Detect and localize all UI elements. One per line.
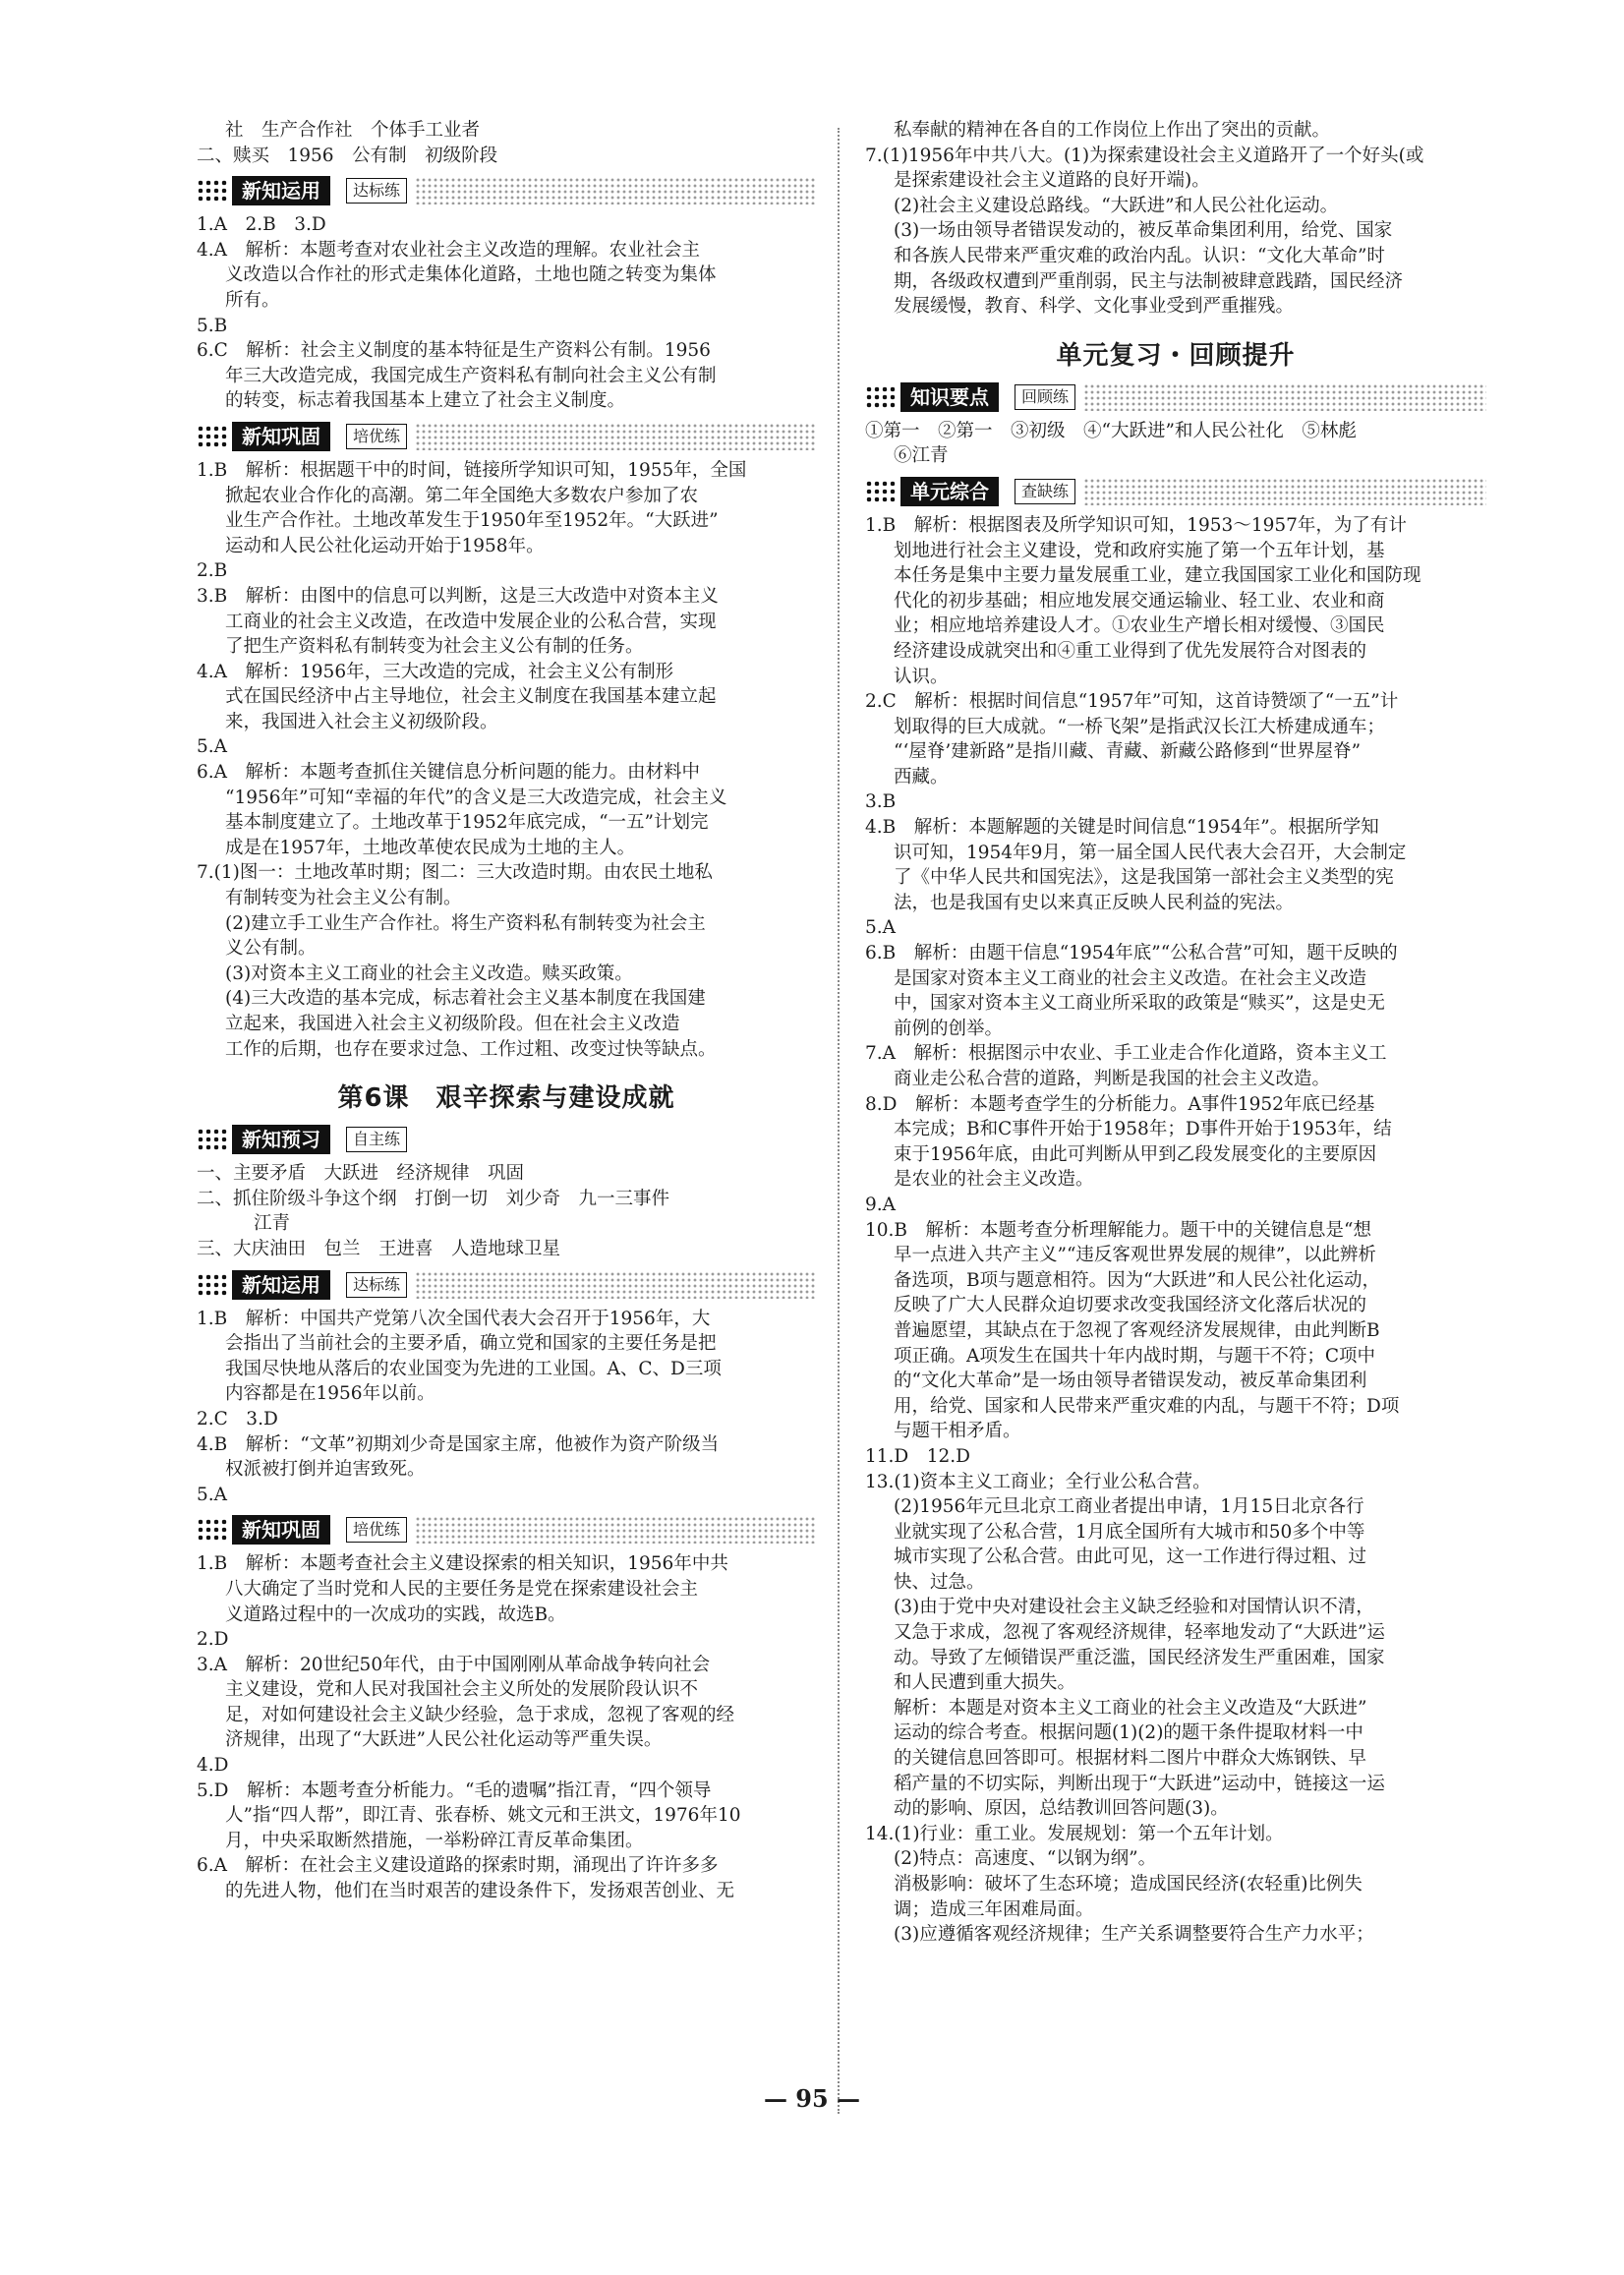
section-banner-zhishi-yaodian (865, 381, 1486, 413)
text-line: 商业走公私合营的道路，判断是我国的社会主义改造。 (894, 1069, 1331, 1089)
answer-block (865, 513, 1486, 1948)
text-line: 14.(1)行业：重工业。发展规划：第一个五年计划。 (865, 1823, 1284, 1844)
text-line: “‘屋脊’建新路”是指川藏、青藏、新藏公路修到“世界屋脊” (894, 741, 1362, 763)
text-line: 快、过急。 (894, 1571, 985, 1593)
text-line: 划取得的巨大成就。“一桥飞架”是指武汉长江大桥建成通车； (894, 716, 1385, 737)
text-line: 前例的创举。 (894, 1018, 1004, 1039)
section-banner-xinzhi-gonggu (197, 421, 816, 452)
banner-tag: 达标练 (346, 1272, 407, 1298)
text-line: 划地进行社会主义建设，党和政府实施了第一个五年计划，基 (894, 540, 1385, 561)
text-line: 与题干相矛盾。 (894, 1421, 1021, 1442)
text-line: 江青 (254, 1213, 291, 1235)
text-line: 7.(1)图一：土地改革时期；图二：三大改造时期。由农民土地私 (197, 862, 713, 884)
text-line: ⑥江青 (894, 445, 949, 467)
text-line: 3.B 解析：由图中的信息可以判断，这是三大改造中对资本主义 (197, 585, 719, 607)
text-line: 二、抓住阶级斗争这个纲 打倒一切 刘少奇 九一三事件 (197, 1188, 670, 1209)
banner-tag: 自主练 (346, 1127, 407, 1152)
text-line: 私奉献的精神在各自的工作岗位上作出了突出的贡献。 (894, 120, 1331, 141)
text-line: 3.B (865, 791, 897, 813)
text-line: 解析：本题是对资本主义工商业的社会主义改造及“大跃进” (894, 1697, 1367, 1719)
text-line: 了把生产资料私有制转变为社会主义公有制的任务。 (225, 636, 644, 658)
text-line: 内容都是在1956年以前。 (225, 1383, 435, 1405)
banner-label: 单元综合 (900, 477, 999, 506)
text-line: 6.C 解析：社会主义制度的基本特征是生产资料公有制。1956 (197, 340, 711, 362)
dot-grid-icon (865, 385, 897, 409)
answer-block (197, 1551, 816, 1903)
answer-block (197, 212, 816, 414)
text-line: 经济建设成就突出和④重工业得到了优先发展符合对图表的 (894, 640, 1367, 662)
text-line: 4.B 解析：本题解题的关键是时间信息“1954年”。根据所学知 (865, 817, 1379, 839)
banner-label: 新知运用 (232, 176, 330, 205)
dot-grid-icon (865, 480, 897, 503)
text-line: 义道路过程中的一次成功的实践，故选B。 (225, 1604, 566, 1625)
text-line: (2)1956年元旦北京工商业者提出申请，1月15日北京各行 (894, 1496, 1364, 1518)
text-line: 和各族人民带来严重灾难的政治内乱。认识：“文化大革命”时 (894, 245, 1385, 266)
section-banner-xinzhi-gonggu-2 (197, 1514, 816, 1546)
dot-grid-icon (197, 425, 228, 448)
text-line: (2)建立手工业生产合作社。将生产资料私有制转变为社会主 (225, 912, 706, 934)
text-line: 二、赎买 1956 公有制 初级阶段 (197, 145, 498, 166)
text-line: 反映了广大人民群众迫切要求改变我国经济文化落后状况的 (894, 1295, 1367, 1316)
text-line: 三、大庆油田 包兰 王进喜 人造地球卫星 (197, 1238, 561, 1259)
answer-block (197, 1161, 816, 1261)
text-line: 基本制度建立了。土地改革于1952年底完成，“一五”计划完 (225, 812, 709, 834)
page-number: — 95 — (763, 2084, 861, 2113)
answer-block (197, 458, 816, 1062)
section-banner-xinzhi-yunyong (197, 175, 816, 206)
text-line: 义改造以合作社的形式走集体化道路，土地也随之转变为集体 (225, 264, 717, 286)
banner-pattern (415, 423, 816, 450)
text-line: 5.D 解析：本题考查分析能力。“毛的遗嘱”指江青，“四个领导 (197, 1779, 712, 1801)
text-line: 2.C 解析：根据时间信息“1957年”可知，这首诗赞颂了“一五”计 (865, 691, 1399, 713)
banner-label: 知识要点 (900, 382, 999, 412)
answer-block (865, 118, 1486, 320)
text-line: 年三大改造完成，我国完成生产资料私有制向社会主义公有制 (225, 365, 717, 386)
banner-pattern (1083, 478, 1486, 505)
text-line: 运动和人民公社化运动开始于1958年。 (225, 535, 545, 556)
text-line: 义公有制。 (225, 938, 317, 960)
text-line: 工商业的社会主义改造，在改造中发展企业的公私合营，实现 (225, 611, 717, 632)
text-line: 立起来，我国进入社会主义初级阶段。但在社会主义改造 (225, 1014, 680, 1034)
dot-grid-icon (197, 1518, 228, 1542)
banner-tag: 回顾练 (1015, 384, 1075, 410)
text-line: 普遍愿望，其缺点在于忽视了客观经济发展规律，由此判断B (894, 1319, 1380, 1341)
text-line: 1.B 解析：本题考查社会主义建设探索的相关知识，1956年中共 (197, 1553, 728, 1575)
text-line: (2)社会主义建设总路线。“大跃进”和人民公社化运动。 (894, 195, 1339, 216)
text-line: 西藏。 (894, 766, 949, 788)
text-line: 了《中华人民共和国宪法》，这是我国第一部社会主义类型的宪 (894, 867, 1394, 889)
dot-grid-icon (197, 179, 228, 203)
text-line: “1956年”可知“幸福的年代”的含义是三大改造完成，社会主义 (225, 787, 727, 808)
banner-pattern (415, 1271, 816, 1299)
text-line: 八大确定了当时党和人民的主要任务是党在探索建设社会主 (225, 1578, 699, 1600)
answer-block (197, 1307, 816, 1508)
text-line: 4.A 解析：1956年，三大改造的完成，社会主义公有制形 (197, 661, 674, 682)
banner-tag: 达标练 (346, 178, 407, 204)
text-line: 的“文化大革命”是一场由领导者错误发动，被反革命集团利 (894, 1371, 1367, 1392)
banner-label: 新知巩固 (232, 422, 330, 451)
banner-pattern (415, 177, 816, 204)
lesson-title: 第6课 艰辛探索与建设成就 (337, 1083, 675, 1114)
text-line: 发展缓慢，教育、科学、文化事业受到严重摧残。 (894, 296, 1295, 318)
text-line: 本任务是集中主要力量发展重工业，建立我国国家工业化和国防现 (894, 565, 1421, 587)
banner-label: 新知预习 (232, 1125, 330, 1154)
text-line: 识可知，1954年9月，第一届全国人民代表大会召开，大会制定 (894, 842, 1407, 863)
text-line: (4)三大改造的基本完成，标志着社会主义基本制度在我国建 (225, 988, 706, 1010)
text-line: 中，国家对资本主义工商业所采取的政策是“赎买”，这是史无 (894, 993, 1385, 1015)
text-line: 运动的综合考查。根据问题(1)(2)的题干条件提取材料一中 (894, 1722, 1363, 1744)
text-line: 认识。 (894, 666, 949, 687)
banner-label: 新知巩固 (232, 1515, 330, 1545)
text-line: 7.A 解析：根据图示中农业、手工业走合作化道路，资本主义工 (865, 1043, 1387, 1065)
text-line: 动。导致了左倾错误严重泛滥，国民经济发生严重困难，国家 (894, 1647, 1385, 1668)
text-line: 和人民遭到重大损失。 (894, 1672, 1076, 1694)
text-line: (2)特点：高速度、“以钢为纲”。 (894, 1848, 1157, 1870)
text-line: 法，也是我国有史以来真正反映人民利益的宪法。 (894, 892, 1295, 913)
banner-tag: 查缺练 (1015, 479, 1075, 504)
text-line: 会指出了当前社会的主要矛盾，确立党和国家的主要任务是把 (225, 1333, 717, 1355)
text-line: 济规律，出现了“大跃进”人民公社化运动等严重失误。 (225, 1729, 663, 1751)
left-column (197, 118, 816, 1904)
text-line: 人”指“四人帮”，即江青、张春桥、姚文元和王洪文，1976年10 (225, 1805, 741, 1827)
text-line: 1.B 解析：中国共产党第八次全国代表大会召开于1956年，大 (197, 1308, 711, 1329)
text-line: 2.D (197, 1629, 229, 1651)
text-line: 动的影响、原因，总结教训回答问题(3)。 (894, 1798, 1229, 1820)
text-line: 掀起农业合作化的高潮。第二年全国绝大多数农户参加了农 (225, 485, 699, 506)
text-line: 13.(1)资本主义工商业；全行业公私合营。 (865, 1471, 1211, 1492)
text-line: 束于1956年底，由此可判断从甲到乙段发展变化的主要原因 (894, 1143, 1377, 1165)
text-line: 业就实现了公私合营，1月底全国所有大城市和50多个中等 (894, 1521, 1365, 1543)
text-line: 10.B 解析：本题考查分析理解能力。题干中的关键信息是“想 (865, 1219, 1371, 1241)
text-line: 成是在1957年，土地改革使农民成为土地的主人。 (225, 837, 636, 858)
text-line: (3)应遵循客观经济规律；生产关系调整要符合生产力水平； (894, 1924, 1374, 1946)
text-line: 足，对如何建设社会主义缺少经验，急于求成，忽视了客观的经 (225, 1704, 735, 1725)
section-banner-xinzhi-yuxi (197, 1124, 816, 1155)
text-line: 稻产量的不切实际，判断出现于“大跃进”运动中，链接这一运 (894, 1773, 1385, 1794)
answer-block (865, 419, 1486, 469)
text-line: 权派被打倒并迫害致死。 (225, 1459, 426, 1481)
text-line: 来，我国进入社会主义初级阶段。 (225, 711, 498, 732)
text-line: 2.C 3.D (197, 1408, 278, 1429)
text-line: 1.B 解析：根据题干中的时间，链接所学知识可知，1955年，全国 (197, 459, 747, 481)
text-line: (3)对资本主义工商业的社会主义改造。赎买政策。 (225, 962, 633, 984)
section-banner-xinzhi-yunyong-2 (197, 1269, 816, 1301)
text-line: 5.A (865, 917, 897, 939)
text-line: 5.A (197, 1484, 228, 1505)
text-line: 1.A 2.B 3.D (197, 214, 326, 236)
text-line: 期，各级政权遭到严重削弱，民主与法制被肆意践踏，国民经济 (894, 270, 1404, 292)
text-line: 有制转变为社会主义公有制。 (225, 888, 462, 909)
banner-tag: 培优练 (346, 424, 407, 449)
column-divider (838, 128, 840, 2114)
text-line: 6.A 解析：本题考查抓住关键信息分析问题的能力。由材料中 (197, 762, 701, 784)
text-line: 项正确。A项发生在国共十年内战时期，与题干不符；C项中 (894, 1345, 1376, 1367)
text-line: 是国家对资本主义工商业的社会主义改造。在社会主义改造 (894, 967, 1367, 989)
text-line: 消极影响：破坏了生态环境；造成国民经济(农轻重)比例失 (894, 1874, 1363, 1895)
text-line: 8.D 解析：本题考查学生的分析能力。A事件1952年底已经基 (865, 1093, 1375, 1115)
text-line: 的关键信息回答即可。根据材料二图片中群众大炼钢铁、早 (894, 1748, 1367, 1770)
dot-grid-icon (197, 1128, 228, 1151)
text-line: 业生产合作社。土地改革发生于1950年至1952年。“大跃进” (225, 510, 719, 532)
text-line: 3.A 解析：20世纪50年代，由于中国刚刚从革命战争转向社会 (197, 1654, 711, 1675)
section-banner-danyuan-zonghe (865, 476, 1486, 507)
text-line: 工作的后期，也存在要求过急、工作过粗、改变过快等缺点。 (225, 1038, 717, 1060)
text-line: 4.B 解析：“文革”初期刘少奇是国家主席，他被作为资产阶级当 (197, 1433, 720, 1455)
text-line: 1.B 解析：根据图表及所学知识可知，1953～1957年，为了有计 (865, 514, 1407, 536)
text-line: 主义建设，党和人民对我国社会主义所处的发展阶段认识不 (225, 1679, 699, 1701)
text-line: 用，给党、国家和人民带来严重灾难的内乱，与题干不符；D项 (894, 1395, 1400, 1417)
text-line: 我国尽快地从落后的农业国变为先进的工业国。A、C、D三项 (225, 1358, 722, 1379)
banner-pattern (415, 1516, 816, 1544)
banner-label: 新知运用 (232, 1270, 330, 1300)
text-line: 4.D (197, 1755, 229, 1777)
text-line: ①第一 ②第一 ③初级 ④“大跃进”和人民公社化 ⑤林彪 (865, 420, 1357, 441)
text-line: 5.B (197, 315, 228, 336)
text-line: 备选项，B项与题意相符。因为“大跃进”和人民公社化运动， (894, 1269, 1381, 1291)
text-line: 2.B (197, 560, 228, 582)
text-line: 的转变，标志着我国基本上建立了社会主义制度。 (225, 390, 626, 412)
text-line: 代化的初步基础；相应地发展交通运输业、轻工业、农业和商 (894, 590, 1385, 612)
unit-title: 单元复习・回顾提升 (1056, 340, 1296, 371)
text-line: 是农业的社会主义改造。 (894, 1169, 1094, 1191)
text-line: 一、主要矛盾 大跃进 经济规律 巩固 (197, 1163, 525, 1185)
page-number-value: 95 (795, 2084, 829, 2113)
text-line: 月，中央采取断然措施，一举粉碎江青反革命集团。 (225, 1830, 644, 1851)
text-line: 调；造成三年困难局面。 (894, 1898, 1094, 1920)
text-line: 又急于求成，忽视了客观经济规律，轻率地发动了“大跃进”运 (894, 1622, 1385, 1644)
banner-pattern (1083, 383, 1486, 411)
text-line: 社 生产合作社 个体手工业者 (225, 120, 481, 141)
text-line: (3)由于党中央对建设社会主义缺乏经验和对国情认识不清， (894, 1597, 1374, 1618)
text-line: 早一点进入共产主义”“违反客观世界发展的规律”，以此辨析 (894, 1245, 1376, 1266)
text-line: 是探索建设社会主义道路的良好开端)。 (894, 170, 1210, 192)
text-line: 6.B 解析：由题干信息“1954年底”“公私合营”可知，题干反映的 (865, 943, 1398, 964)
text-line: (3)一场由领导者错误发动的，被反革命集团利用，给党、国家 (894, 220, 1393, 242)
text-line: 4.A 解析：本题考查对农业社会主义改造的理解。农业社会主 (197, 239, 701, 261)
text-line: 所有。 (225, 289, 280, 311)
dot-grid-icon (197, 1273, 228, 1297)
text-line: 式在国民经济中占主导地位，社会主义制度在我国基本建立起 (225, 686, 717, 708)
right-column (865, 118, 1486, 1948)
text-line: 9.A (865, 1194, 897, 1215)
text-line: 5.A (197, 736, 228, 758)
text-line: 11.D 12.D (865, 1445, 971, 1467)
text-line: 本完成；B和C事件开始于1958年；D事件开始于1953年，结 (894, 1119, 1392, 1140)
text-line: 7.(1)1956年中共八大。(1)为探索建设社会主义道路开了一个好头(或 (865, 145, 1424, 166)
text-line: 业；相应地培养建设人才。①农业生产增长相对缓慢、③国民 (894, 615, 1385, 637)
text-line: 的先进人物，他们在当时艰苦的建设条件下，发扬艰苦创业、无 (225, 1881, 735, 1902)
banner-tag: 培优练 (346, 1517, 407, 1543)
text-line: 6.A 解析：在社会主义建设道路的探索时期，涌现出了许许多多 (197, 1855, 719, 1877)
text-line: 城市实现了公私合营。由此可见，这一工作进行得过粗、过 (894, 1546, 1367, 1568)
